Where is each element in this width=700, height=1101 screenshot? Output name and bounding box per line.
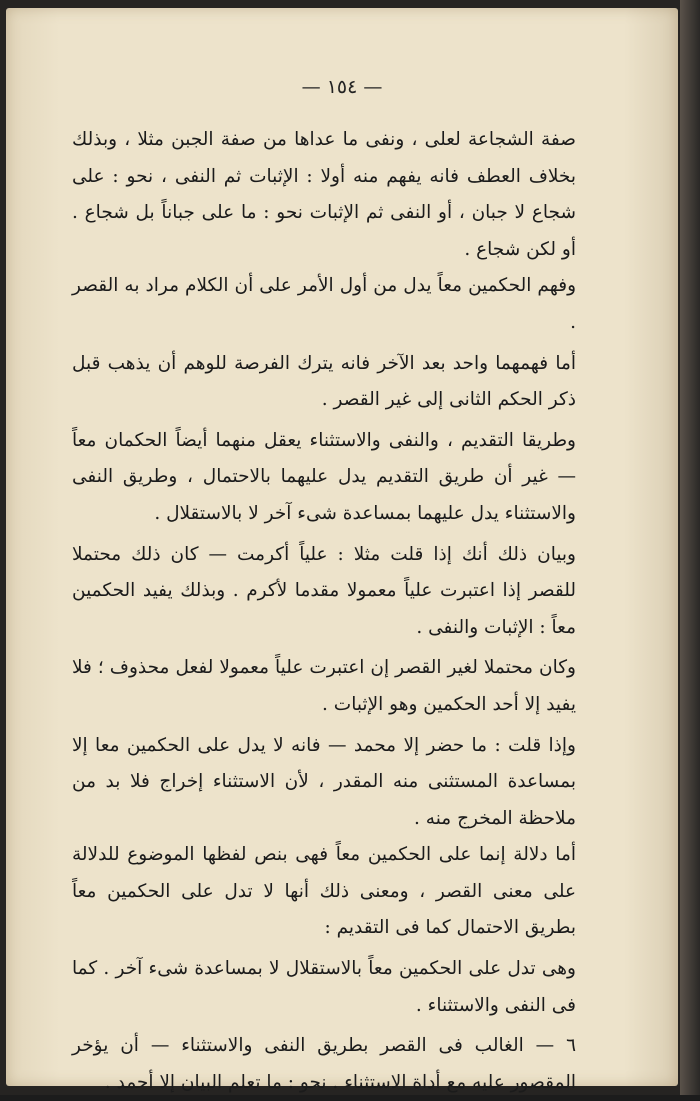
paragraph: صفة الشجاعة لعلى ، ونفى ما عداها من صفة الجبن مثلا ، وبذلك بخلاف العطف فانه يفهم منه أولا : الإثبات ثم النفى ، نحو : على شجاع لا جبان ، أو النفى ثم الإثبات نحو : ما على جباناً بل شجاع . أو لكن شجاع . — [72, 129, 576, 260]
paragraph: وكان محتملا لغير القصر إن اعتبرت علياً معمولا لفعل محذوف ؛ فلا يفيد إلا أحد الحكمين وهو الإثبات . — [72, 657, 576, 715]
paragraph: وإذا قلت : ما حضر إلا محمد — فانه لا يدل على الحكمين معا إلا بمساعدة المستثنى منه المقدر ، لأن الاستثناء إخراج فلا بد من ملاحظة المخرج منه . — [72, 734, 576, 829]
paragraph: وطريقا التقديم ، والنفى والاستثناء يعقل منهما أيضاً الحكمان معاً — غير أن طريق التقديم يدل عليهما بالاحتمال ، وطريق النفى والاستثناء يدل عليهما بمساعدة شىء آخر لا بالاستقلال . — [72, 429, 576, 524]
paragraph: أما دلالة إنما على الحكمين معاً فهى بنص لفظها الموضوع للدلالة على معنى القصر ، ومعنى ذلك أنها لا تدل على الحكمين معاً بطريق الاحتمال كما فى التقديم : — [72, 844, 576, 939]
page-paper — [6, 8, 678, 1093]
page-number: — ١٥٤ — — [301, 76, 383, 98]
body-text — [72, 122, 576, 1101]
paragraph: أما فهمهما واحد بعد الآخر فانه يترك الفرصة للوهم أن يذهب قبل ذكر الحكم الثانى إلى غير القصر . — [72, 352, 576, 411]
paragraph: وبيان ذلك أنك إذا قلت مثلا : علياً أكرمت — كان ذلك محتملا للقصر إذا اعتبرت علياً معمولا مقدما لأكرم . وبذلك يفيد الحكمين معاً : الإثبات والنفى . — [72, 543, 576, 638]
paragraph: وهى تدل على الحكمين معاً بالاستقلال لا بمساعدة شىء آخر . كما فى النفى والاستثناء . — [72, 958, 576, 1016]
paragraph: وفهم الحكمين معاً يدل من أول الأمر على أن الكلام مراد به القصر . — [72, 275, 576, 333]
paragraph: ٦ — الغالب فى القصر بطريق النفى والاستثناء — أن يؤخر المقصور عليه مع أداة الاستثناء . نحو : ما تعلم البيان إلا أحمد . — [72, 1035, 576, 1093]
book-edge — [680, 0, 700, 1095]
